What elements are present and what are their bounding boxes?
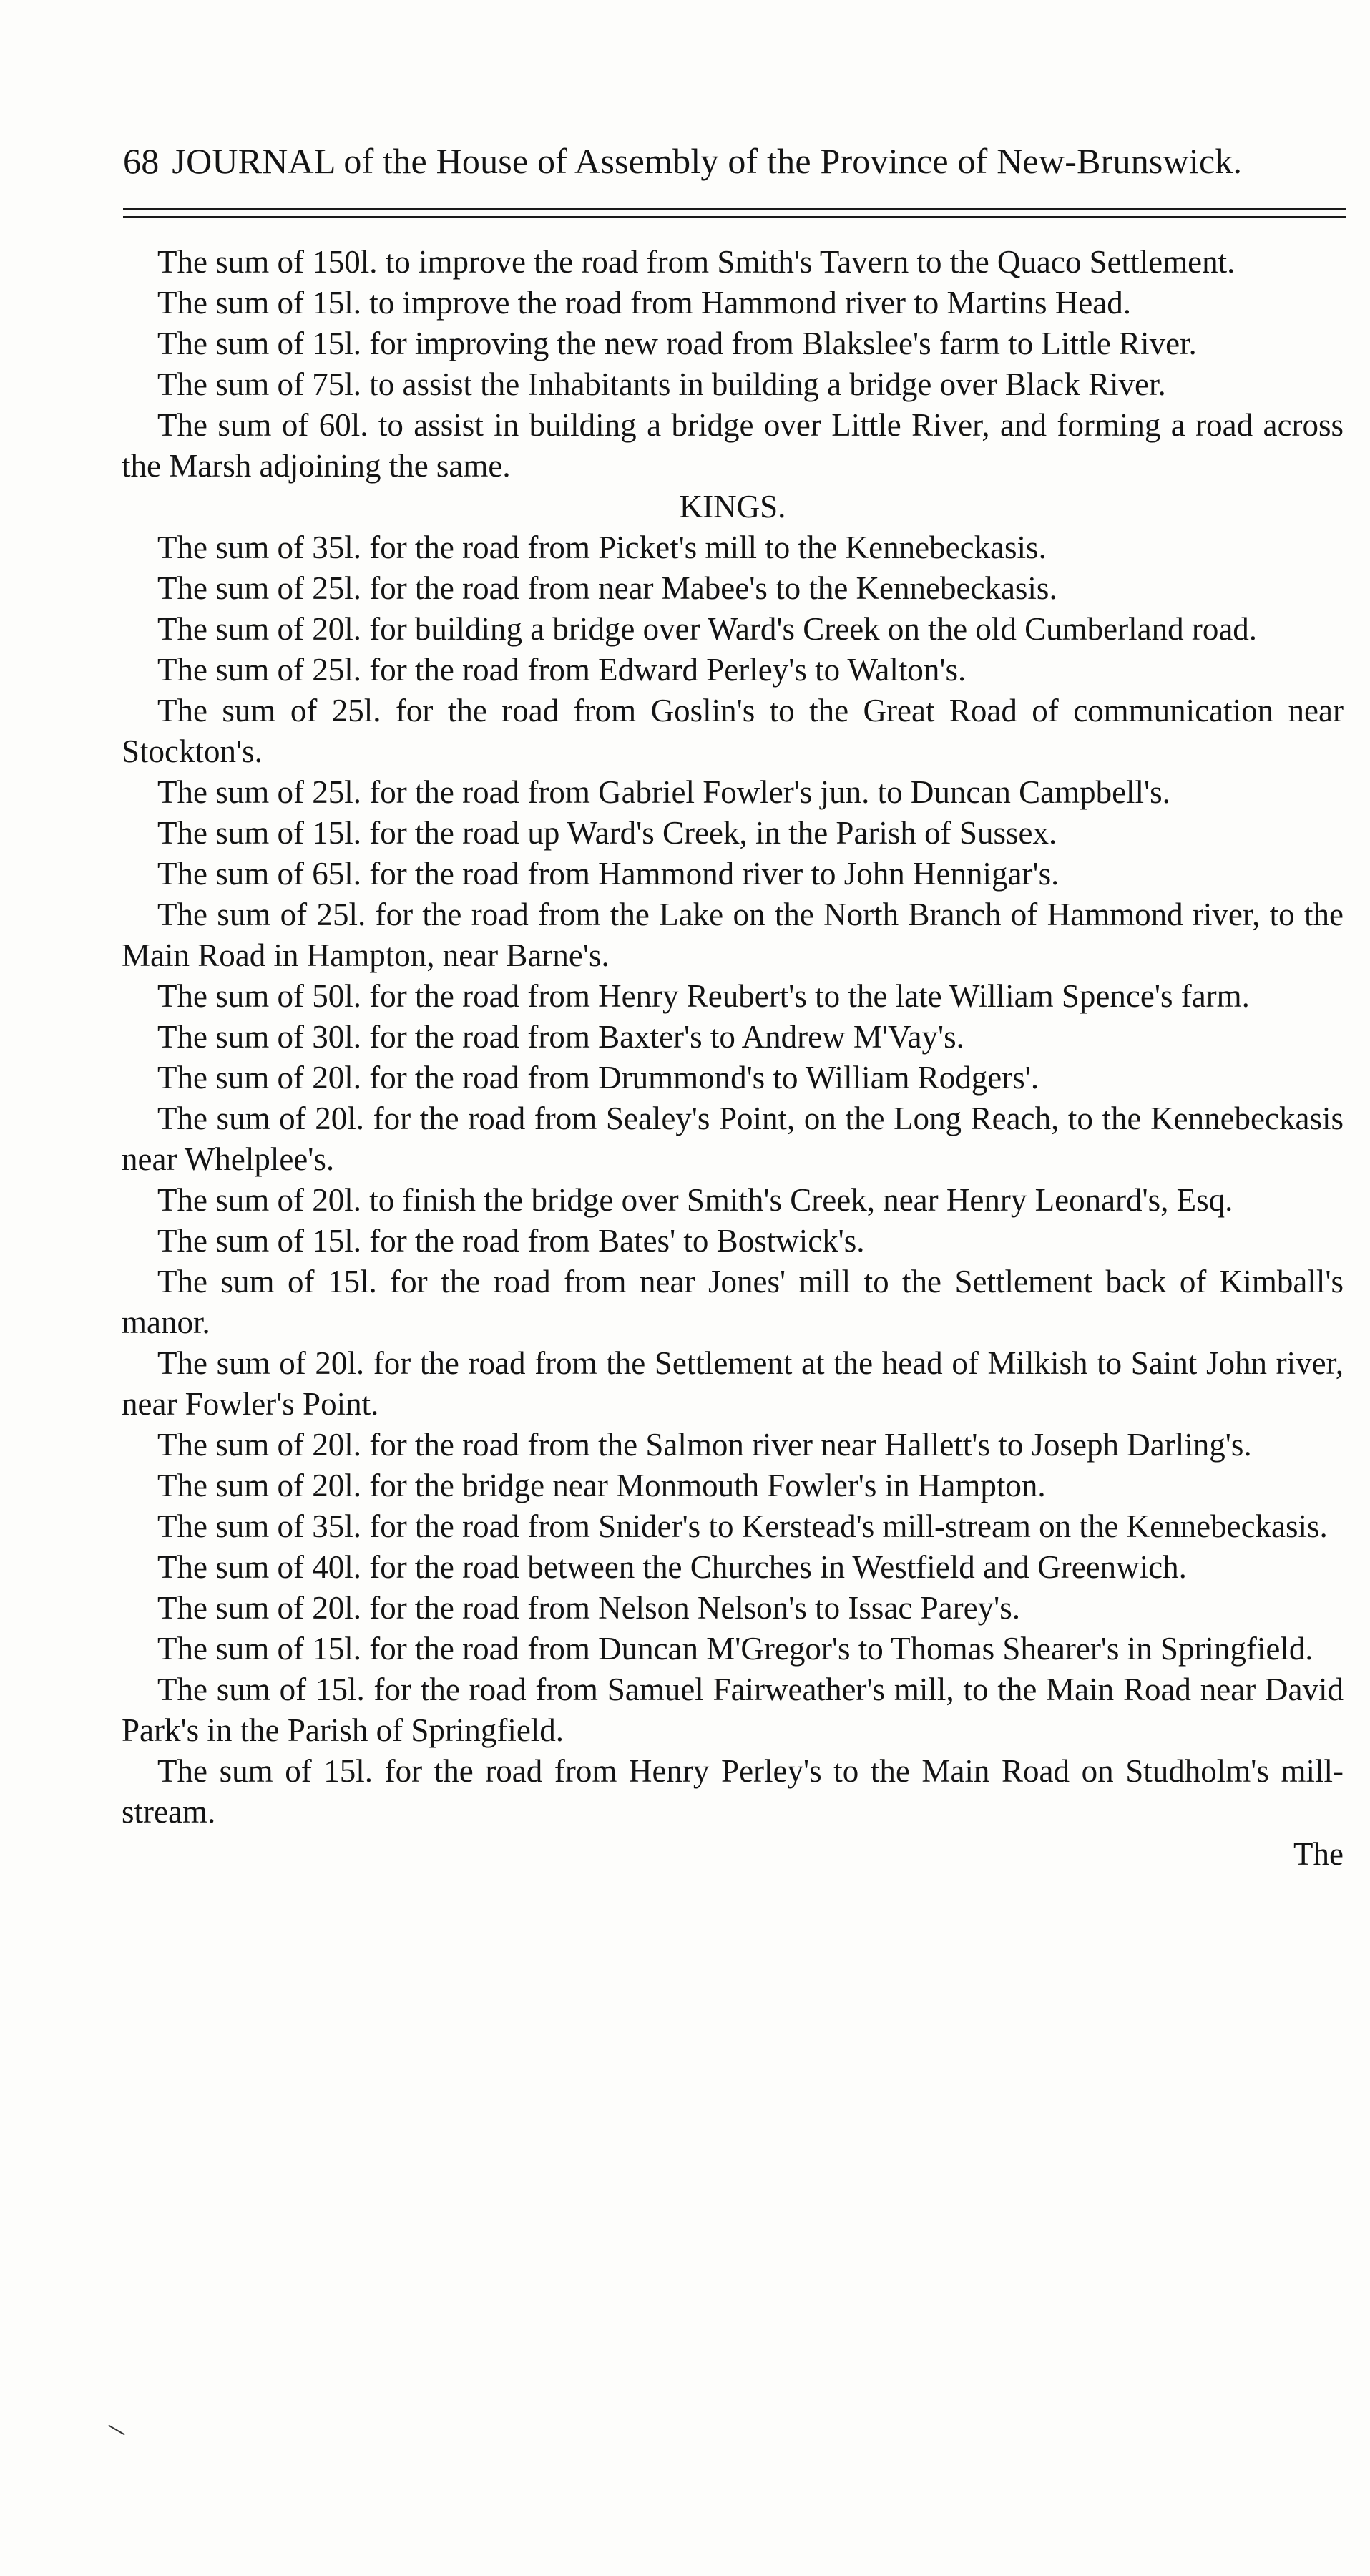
paragraph: The sum of 30l. for the road from Baxter's to Andrew M'Vay's.: [157, 1019, 964, 1055]
paragraph: The sum of 15l. for the road from near Jones' mill to the Settlement back of Kimball's manor.: [122, 1264, 1344, 1340]
paragraph: The sum of 20l. for the bridge near Monmouth Fowler's in Hampton.: [157, 1468, 1046, 1503]
header-rule-thick: [123, 208, 1346, 210]
paragraph: The sum of 35l. for the road from Picket's mill to the Kennebeckasis.: [157, 530, 1047, 565]
running-title: JOURNAL of the House of Assembly of the Province of New-Brunswick.: [172, 141, 1243, 181]
paragraph: The sum of 15l. for improving the new road from Blakslee's farm to Little River.: [157, 326, 1197, 361]
paragraph: The sum of 20l. for the road from Nelson Nelson's to Issac Parey's.: [157, 1590, 1020, 1626]
paragraph: The sum of 65l. for the road from Hammond river to John Hennigar's.: [157, 856, 1060, 892]
paragraph: The sum of 25l. for the road from Goslin's to the Great Road of communication near Stockton's.: [122, 693, 1344, 769]
paragraph: The sum of 15l. for the road from Duncan M'Gregor's to Thomas Shearer's in Springfield.: [157, 1631, 1313, 1667]
paragraph: The sum of 20l. for the road from the Settlement at the head of Milkish to Saint John river, near Fowler's Point.: [122, 1345, 1344, 1422]
paragraph: The sum of 15l. for the road from Henry Perley's to the Main Road on Studholm's mill-stream.: [122, 1753, 1344, 1830]
paragraph: The sum of 20l. for the road from the Salmon river near Hallett's to Joseph Darling's.: [157, 1427, 1252, 1463]
header-rule-thin: [123, 216, 1346, 218]
paragraph: The sum of 25l. for the road from Gabriel Fowler's jun. to Duncan Campbell's.: [157, 774, 1170, 810]
paragraph: The sum of 15l. for the road from Bates' to Bostwick's.: [157, 1223, 865, 1259]
paragraph: The sum of 75l. to assist the Inhabitants in building a bridge over Black River.: [157, 366, 1166, 402]
paragraph: The sum of 20l. for the road from Sealey's Point, on the Long Reach, to the Kennebeckasis near Whelplee's.: [122, 1101, 1344, 1177]
paragraph: The sum of 15l. to improve the road from Hammond river to Martins Head.: [157, 285, 1131, 321]
catchword: The: [1293, 1836, 1344, 1872]
paragraph: The sum of 25l. for the road from near Mabee's to the Kennebeckasis.: [157, 570, 1057, 606]
paragraph: The sum of 25l. for the road from the Lake on the North Branch of Hammond river, to the Main Road in Hampton, near Barne's.: [122, 897, 1344, 973]
paragraph: The sum of 50l. for the road from Henry Reubert's to the late William Spence's farm.: [157, 978, 1250, 1014]
paragraph: The sum of 15l. for the road from Samuel Fairweather's mill, to the Main Road near David Park's in the Parish of Springfield.: [122, 1672, 1344, 1748]
paragraph: The sum of 150l. to improve the road from Smith's Tavern to the Quaco Settlement.: [157, 244, 1236, 280]
paragraph: The sum of 40l. for the road between the Churches in Westfield and Greenwich.: [157, 1549, 1187, 1585]
section-heading: KINGS.: [679, 489, 786, 525]
stray-ink-mark: [108, 2425, 125, 2436]
paragraph: The sum of 15l. for the road up Ward's Creek, in the Parish of Sussex.: [157, 815, 1057, 851]
paragraph: The sum of 20l. for the road from Drummond's to William Rodgers'.: [157, 1060, 1039, 1096]
paragraph: The sum of 60l. to assist in building a bridge over Little River, and forming a road across the Marsh adjoining the same.: [122, 407, 1344, 484]
page-header: [123, 140, 1346, 182]
paragraph: The sum of 20l. for building a bridge over Ward's Creek on the old Cumberland road.: [157, 611, 1258, 647]
body-text: [122, 242, 1344, 1875]
paragraph: The sum of 25l. for the road from Edward Perley's to Walton's.: [157, 652, 967, 688]
paragraph: The sum of 35l. for the road from Snider's to Kerstead's mill-stream on the Kennebeckasis.: [157, 1508, 1328, 1544]
page-number: 68: [123, 141, 160, 181]
paragraph: The sum of 20l. to finish the bridge over Smith's Creek, near Henry Leonard's, Esq.: [157, 1182, 1233, 1218]
